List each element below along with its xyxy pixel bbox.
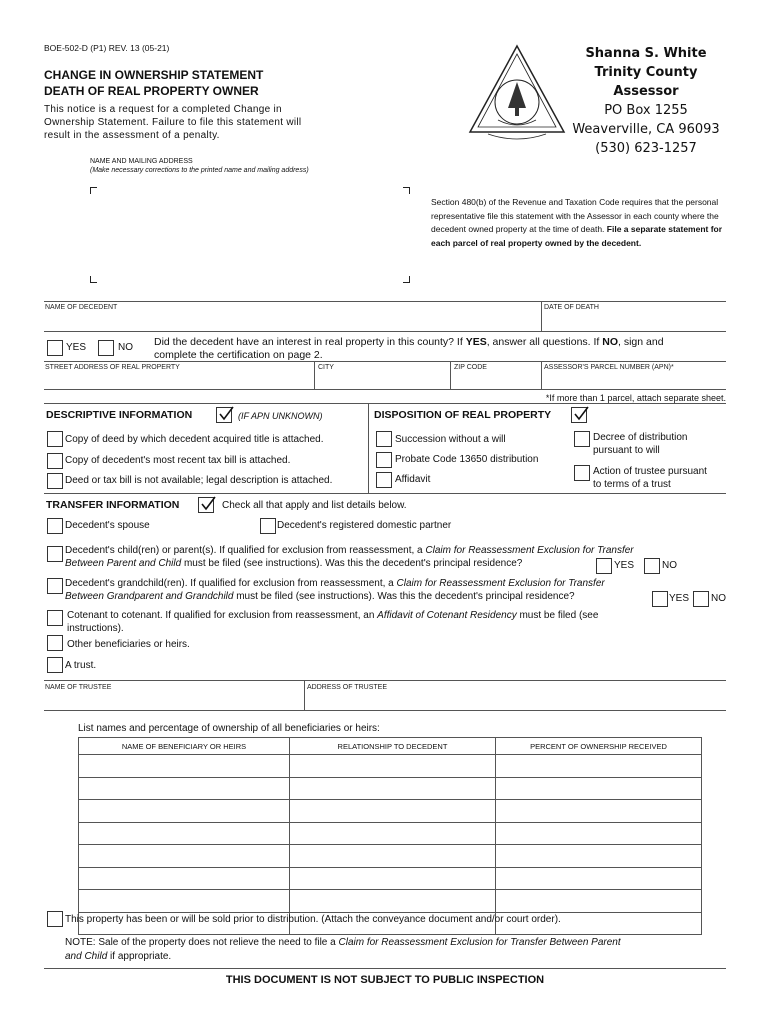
trust-label: A trust.	[65, 660, 97, 671]
trustee-action-checkbox[interactable]	[574, 465, 590, 481]
child-parent-checkbox[interactable]	[47, 546, 63, 562]
table-cell[interactable]	[496, 777, 702, 800]
grandchild-part1: Decedent's grandchild(ren). If qualified for exclusion from reassessment, a	[65, 578, 397, 589]
cotenant-part1: Cotenant to cotenant. If qualified for exclusion from reassessment, an	[67, 610, 378, 621]
decedent-name-label: NAME OF DECEDENT	[45, 304, 118, 311]
street-address-label: STREET ADDRESS OF REAL PROPERTY	[45, 364, 180, 371]
interest-question-c: , sign and	[618, 336, 664, 348]
probate-label: Probate Code 13650 distribution	[395, 454, 539, 465]
grandchild-text	[65, 578, 725, 603]
table-cell[interactable]	[79, 867, 290, 890]
relationship-header: RELATIONSHIP TO DECEDENT	[290, 738, 496, 755]
affidavit-label: Affidavit	[395, 474, 431, 485]
grandchild-between: Between Grandparent and Grandchild	[65, 590, 234, 602]
section-480-text: Section 480(b) of the Revenue and Taxation Code requires that the personal representative file this statement with the Assessor in each county where the decedent owned property at the time of death.	[431, 197, 719, 234]
table-cell[interactable]	[496, 867, 702, 890]
table-cell[interactable]	[290, 777, 496, 800]
domestic-partner-checkbox[interactable]	[260, 518, 276, 534]
transfer-instruction: Check all that apply and list details below.	[222, 500, 407, 511]
county-seal-icon	[468, 44, 566, 142]
table-cell[interactable]	[290, 800, 496, 823]
interest-yes-checkbox[interactable]	[47, 340, 63, 356]
street-address-field[interactable]	[45, 372, 312, 388]
table-row	[79, 867, 702, 890]
deed-copy-label: Copy of deed by which decedent acquired title is attached.	[65, 434, 324, 445]
spouse-label: Decedent's spouse	[65, 520, 150, 531]
assessor-po-box: PO Box 1255	[604, 103, 688, 118]
table-row	[79, 822, 702, 845]
interest-no-label: NO	[118, 342, 133, 353]
grandchild-residence-yes-checkbox[interactable]	[652, 591, 668, 607]
table-row	[79, 800, 702, 823]
child-parent-claim: Claim for Reassessment Exclusion for Transfer	[425, 545, 634, 556]
affidavit-checkbox[interactable]	[376, 472, 392, 488]
table-cell[interactable]	[79, 890, 290, 913]
interest-no-checkbox[interactable]	[98, 340, 114, 356]
grandchild-residence-yes-label: YES	[669, 593, 690, 604]
grandchild-part2: must be filed (see instructions). Was this the decedent's principal residence?	[233, 590, 575, 602]
table-cell[interactable]	[79, 845, 290, 868]
table-cell[interactable]	[496, 800, 702, 823]
table-cell[interactable]	[290, 890, 496, 913]
trustee-name-label: NAME OF TRUSTEE	[45, 684, 112, 691]
cotenant-affidavit: Affidavit of Cotenant Residency	[377, 610, 517, 621]
table-cell[interactable]	[496, 755, 702, 778]
title-line-2: DEATH OF REAL PROPERTY OWNER	[44, 84, 259, 98]
child-residence-yes-checkbox[interactable]	[596, 558, 612, 574]
beneficiaries-table	[78, 737, 702, 935]
assessor-phone: (530) 623-1257	[595, 141, 697, 156]
mailing-note: (Make necessary corrections to the printed name and mailing address)	[90, 167, 309, 174]
child-parent-between: Between Parent and Child	[65, 557, 182, 569]
interest-question-line2: complete the certification on page 2.	[154, 348, 323, 361]
trustee-action-line-2: to terms of a trust	[593, 478, 671, 490]
grandchild-residence-no-label: NO	[711, 593, 726, 604]
spouse-checkbox[interactable]	[47, 518, 63, 534]
city-label: CITY	[318, 364, 334, 371]
table-row	[79, 890, 702, 913]
interest-question	[154, 336, 724, 361]
decree-line-1: Decree of distribution	[593, 432, 688, 443]
assessor-office: Trinity County Assessor	[594, 65, 698, 99]
sale-note-part2: if appropriate.	[107, 951, 172, 962]
sold-property-checkbox[interactable]	[47, 911, 63, 927]
decedent-name-field[interactable]	[45, 312, 539, 330]
section-480-notice	[431, 196, 728, 250]
decree-checkbox[interactable]	[574, 431, 590, 447]
other-heirs-label: Other beneficiaries or heirs.	[67, 639, 190, 650]
assessor-city: Weaverville, CA 96093	[572, 122, 720, 137]
table-cell[interactable]	[290, 755, 496, 778]
sold-property-label: This property has been or will be sold prior to distribution. (Attach the conveyance document and/or court order).	[65, 914, 561, 925]
beneficiary-name-header: NAME OF BENEFICIARY OR HEIRS	[79, 738, 290, 755]
child-parent-part1: Decedent's child(ren) or parent(s). If qualified for exclusion from reassessment, a	[65, 545, 426, 556]
transfer-check-icon	[198, 497, 214, 513]
tax-bill-checkbox[interactable]	[47, 453, 63, 469]
decree-line-2: pursuant to will	[593, 444, 660, 456]
trustee-address-field[interactable]	[307, 692, 724, 710]
trust-checkbox[interactable]	[47, 657, 63, 673]
trustee-address-label: ADDRESS OF TRUSTEE	[307, 684, 387, 691]
trustee-action-label	[593, 466, 707, 491]
date-of-death-label: DATE OF DEATH	[544, 304, 599, 311]
table-cell[interactable]	[79, 755, 290, 778]
table-row	[79, 845, 702, 868]
mailing-label: NAME AND MAILING ADDRESS	[90, 158, 193, 165]
domestic-partner-label: Decedent's registered domestic partner	[277, 520, 452, 531]
parcel-note: *If more than 1 parcel, attach separate sheet.	[545, 393, 726, 403]
grandchild-checkbox[interactable]	[47, 578, 63, 594]
assessor-contact	[566, 44, 726, 158]
form-title	[44, 67, 344, 99]
trustee-name-field[interactable]	[45, 692, 302, 710]
child-residence-yes-label: YES	[614, 560, 635, 571]
table-cell[interactable]	[496, 890, 702, 913]
disposition-check-icon	[571, 407, 587, 423]
succession-label: Succession without a will	[395, 434, 506, 445]
section-480-bold: File a separate statement for each parcel of real property owned by the decedent.	[431, 224, 723, 248]
grandchild-residence-no-checkbox[interactable]	[693, 591, 709, 607]
cotenant-part3: instructions).	[67, 622, 124, 634]
interest-question-b: , answer all questions. If	[486, 336, 603, 348]
table-cell[interactable]	[290, 845, 496, 868]
table-cell[interactable]	[79, 777, 290, 800]
deed-copy-checkbox[interactable]	[47, 431, 63, 447]
decree-label	[593, 432, 688, 457]
title-line-1: CHANGE IN OWNERSHIP STATEMENT	[44, 68, 264, 82]
penalty-notice: This notice is a request for a completed Change in Ownership Statement. Failure to file this statement will result in the assessment of a penalty.	[44, 104, 302, 141]
zip-code-field[interactable]	[454, 372, 539, 388]
other-heirs-checkbox[interactable]	[47, 635, 63, 651]
interest-question-no: NO	[602, 336, 619, 348]
cotenant-text	[67, 610, 727, 635]
table-cell[interactable]	[496, 822, 702, 845]
assessor-name: Shanna S. White	[585, 46, 707, 61]
child-residence-no-label: NO	[662, 560, 677, 571]
table-cell[interactable]	[79, 800, 290, 823]
percent-header: PERCENT OF OWNERSHIP RECEIVED	[496, 738, 702, 755]
table-cell[interactable]	[290, 867, 496, 890]
mailing-address-field[interactable]	[90, 187, 410, 283]
interest-question-a: Did the decedent have an interest in real property in this county? If	[154, 336, 466, 348]
cotenant-checkbox[interactable]	[47, 610, 63, 626]
child-residence-no-checkbox[interactable]	[644, 558, 660, 574]
transfer-header: TRANSFER INFORMATION	[46, 499, 180, 511]
legal-description-checkbox[interactable]	[47, 473, 63, 489]
beneficiaries-intro: List names and percentage of ownership of all beneficiaries or heirs:	[78, 723, 380, 734]
date-of-death-field[interactable]	[544, 312, 724, 330]
descriptive-check-icon	[216, 407, 232, 423]
interest-yes-label: YES	[66, 342, 87, 353]
interest-question-yes: YES	[465, 336, 487, 348]
sale-note-part1: NOTE: Sale of the property does not relieve the need to file a	[65, 937, 339, 948]
apn-field[interactable]	[544, 372, 724, 388]
legal-description-label: Deed or tax bill is not available; legal description is attached.	[65, 475, 333, 486]
sale-note-claim-2: and Child	[65, 951, 108, 962]
sale-note	[65, 936, 725, 964]
probate-checkbox[interactable]	[376, 452, 392, 468]
grandchild-claim: Claim for Reassessment Exclusion for Transfer	[396, 578, 605, 589]
apn-label: ASSESSOR'S PARCEL NUMBER (APN)*	[544, 364, 674, 371]
table-row	[79, 777, 702, 800]
tax-bill-label: Copy of decedent's most recent tax bill is attached.	[65, 455, 291, 466]
table-row	[79, 755, 702, 778]
table-cell[interactable]	[496, 845, 702, 868]
child-parent-part2: must be filed (see instructions). Was this the decedent's principal residence?	[181, 557, 523, 569]
disposition-header: DISPOSITION OF REAL PROPERTY	[374, 409, 552, 421]
table-cell[interactable]	[79, 822, 290, 845]
sale-note-claim: Claim for Reassessment Exclusion for Transfer Between Parent	[338, 937, 621, 948]
footer-notice: THIS DOCUMENT IS NOT SUBJECT TO PUBLIC INSPECTION	[225, 974, 545, 986]
cotenant-part2: must be filed (see	[516, 610, 599, 621]
table-cell[interactable]	[290, 822, 496, 845]
trustee-action-line-1: Action of trustee pursuant	[593, 466, 707, 477]
table-header-row	[79, 738, 702, 755]
zip-code-label: ZIP CODE	[454, 364, 487, 371]
form-id: BOE-502-D (P1) REV. 13 (05-21)	[44, 43, 170, 53]
apn-unknown-label: (IF APN UNKNOWN)	[238, 411, 323, 421]
succession-checkbox[interactable]	[376, 431, 392, 447]
city-field[interactable]	[318, 372, 448, 388]
descriptive-header: DESCRIPTIVE INFORMATION	[46, 409, 193, 421]
